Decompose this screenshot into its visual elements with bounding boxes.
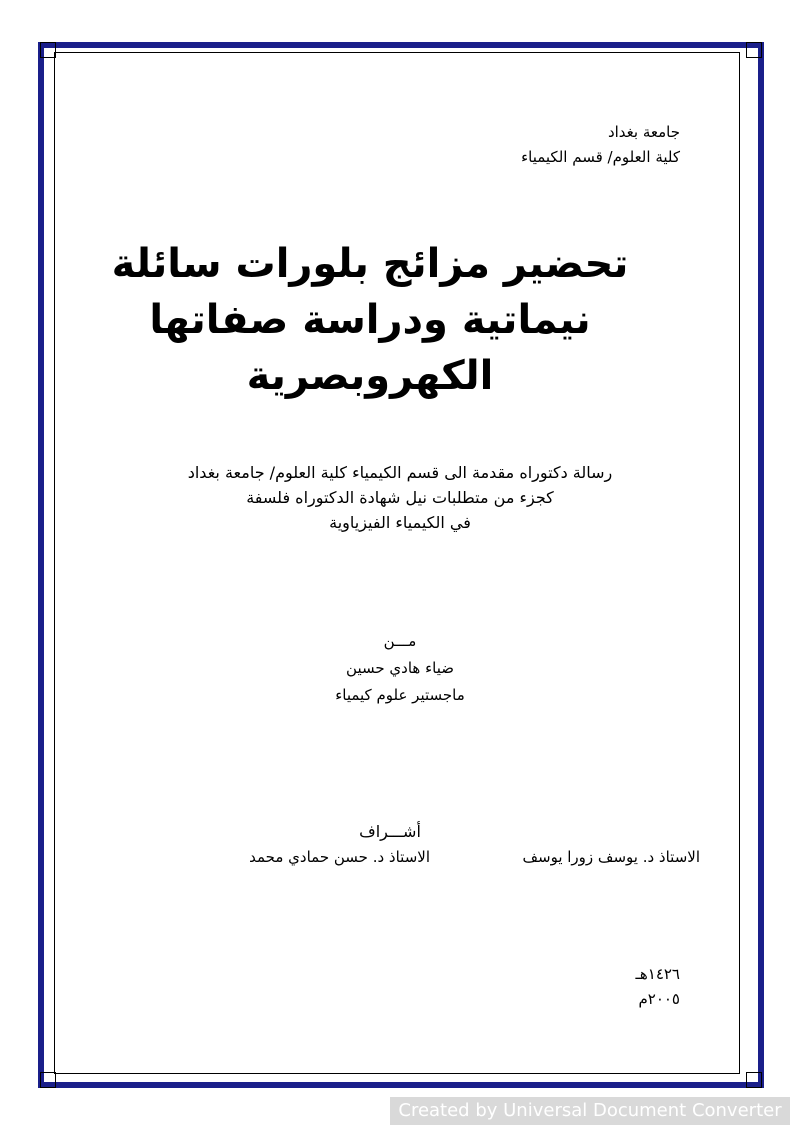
hijri-date: ١٤٢٦هـ: [635, 965, 680, 983]
author-block: [240, 628, 560, 709]
author-label: مـــن: [383, 632, 417, 650]
supervision-label: أشـــراف: [359, 822, 421, 841]
thesis-title: [100, 236, 640, 404]
supervisor-2: الاستاذ د. حسن حمادي محمد: [249, 848, 430, 866]
description-line-3: في الكيمياء الفيزياوية: [329, 513, 471, 532]
thesis-description: [120, 460, 680, 535]
page-border-inner: [54, 52, 740, 1074]
supervisor-1: الاستاذ د. يوسف زورا يوسف: [522, 848, 700, 866]
date-block: [635, 962, 680, 1012]
border-corner-bottom-right: [746, 1072, 762, 1088]
title-line-2: نيماتية ودراسة صفاتها: [149, 297, 591, 343]
border-corner-bottom-left: [40, 1072, 56, 1088]
description-line-1: رسالة دكتوراه مقدمة الى قسم الكيمياء كلية العلوم/ جامعة بغداد: [187, 463, 613, 482]
converter-watermark: Created by Universal Document Converter: [390, 1097, 790, 1125]
author-name: ضياء هادي حسين: [346, 659, 454, 677]
border-corner-top-right: [746, 42, 762, 58]
gregorian-date: ٢٠٠٥م: [638, 990, 680, 1008]
border-corner-top-left: [40, 42, 56, 58]
description-line-2: كجزء من متطلبات نيل شهادة الدكتوراه فلسفة: [246, 488, 554, 507]
college-department: كلية العلوم/ قسم الكيمياء: [521, 148, 680, 166]
university-name: جامعة بغداد: [607, 123, 680, 141]
author-degree: ماجستير علوم كيمياء: [335, 686, 465, 704]
institution-header: [521, 120, 680, 170]
title-line-3: الكهروبصرية: [246, 353, 494, 399]
title-line-1: تحضير مزائج بلورات سائلة: [111, 241, 629, 287]
